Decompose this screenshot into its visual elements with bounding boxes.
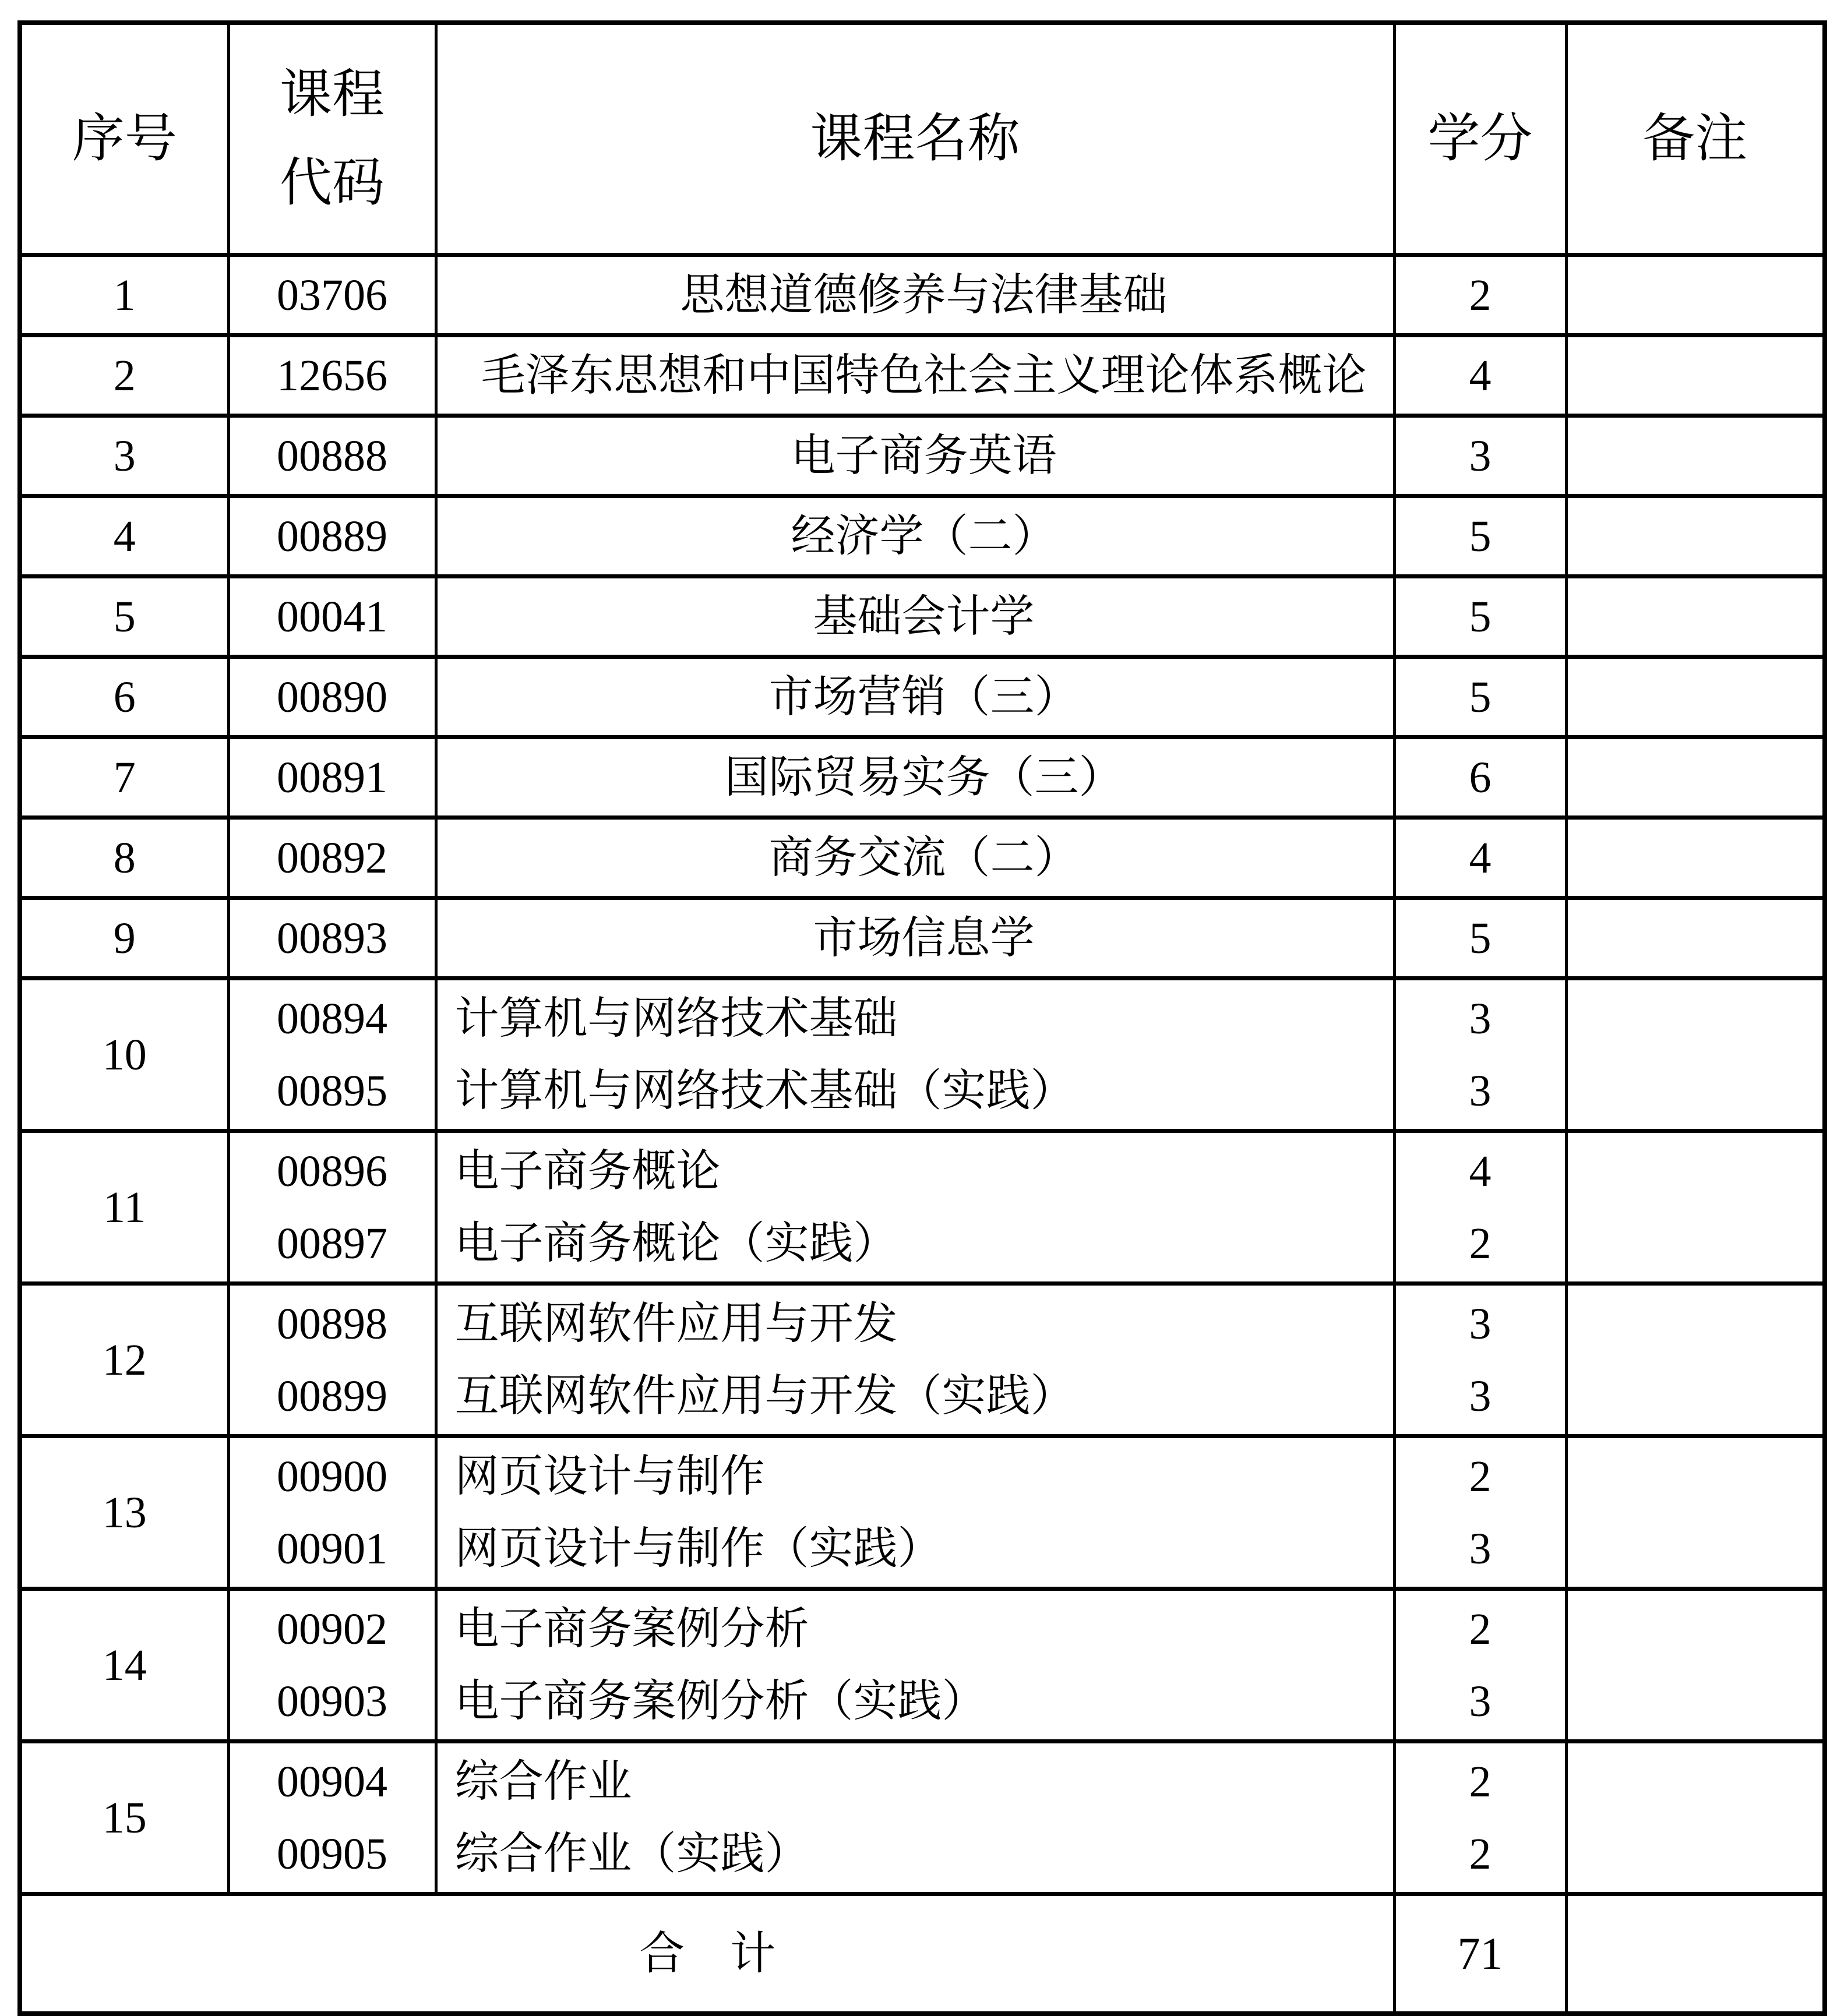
row-index: 9 <box>20 898 228 979</box>
remark-cell <box>1566 1894 1825 2014</box>
total-row <box>20 1894 1825 2014</box>
course-code: 00895 <box>277 1066 387 1115</box>
course-code-stack <box>228 1284 436 1436</box>
course-name-stack <box>436 1131 1394 1284</box>
credit-value: 5 <box>1394 657 1566 737</box>
header-col-index: 序号 <box>20 23 228 255</box>
course-name: 网页设计与制作 <box>454 1452 765 1501</box>
course-name: 思想道德修养与法律基础 <box>436 255 1394 336</box>
table-row <box>20 336 1825 416</box>
course-code: 00899 <box>277 1371 387 1421</box>
credit-value: 2 <box>1469 1829 1492 1879</box>
credit-value: 6 <box>1394 737 1566 818</box>
course-code: 00904 <box>277 1757 387 1806</box>
remark-cell <box>1566 577 1825 657</box>
course-code: 00896 <box>277 1146 387 1196</box>
credit-value: 4 <box>1469 1146 1492 1196</box>
table-row-group <box>20 1284 1825 1436</box>
remark-cell <box>1566 1436 1825 1589</box>
course-name: 电子商务案例分析（实践） <box>454 1676 986 1726</box>
table-row <box>20 496 1825 577</box>
credit-stack <box>1394 1589 1566 1742</box>
table-row <box>20 818 1825 898</box>
header-col-credit: 学分 <box>1394 23 1566 255</box>
row-index: 8 <box>20 818 228 898</box>
credit-value: 3 <box>1469 1299 1492 1348</box>
course-code: 03706 <box>228 255 436 336</box>
course-name: 市场营销（三） <box>436 657 1394 737</box>
course-code: 00900 <box>277 1452 387 1501</box>
row-index: 11 <box>20 1131 228 1284</box>
table-row <box>20 577 1825 657</box>
row-index: 2 <box>20 336 228 416</box>
course-code: 00898 <box>277 1299 387 1348</box>
credit-value: 3 <box>1469 994 1492 1043</box>
credit-stack <box>1394 1436 1566 1589</box>
course-name: 互联网软件应用与开发（实践） <box>454 1371 1075 1421</box>
course-code: 00903 <box>277 1676 387 1726</box>
course-name: 商务交流（二） <box>436 818 1394 898</box>
table-row-group <box>20 1742 1825 1894</box>
remark-cell <box>1566 818 1825 898</box>
table-row-group <box>20 1436 1825 1589</box>
remark-cell <box>1566 1589 1825 1742</box>
credit-value: 3 <box>1469 1066 1492 1115</box>
course-name: 基础会计学 <box>436 577 1394 657</box>
course-code-stack <box>228 1742 436 1894</box>
row-index: 1 <box>20 255 228 336</box>
course-code: 00891 <box>228 737 436 818</box>
row-index: 10 <box>20 979 228 1131</box>
remark-cell <box>1566 979 1825 1131</box>
header-col-code-line2: 代码 <box>280 154 385 212</box>
table-row-group <box>20 979 1825 1131</box>
remark-cell <box>1566 255 1825 336</box>
table-row-group <box>20 1131 1825 1284</box>
credit-value: 5 <box>1394 577 1566 657</box>
credit-value: 2 <box>1469 1757 1492 1806</box>
credit-value: 2 <box>1469 1604 1492 1654</box>
row-index: 15 <box>20 1742 228 1894</box>
course-code: 00041 <box>228 577 436 657</box>
credit-value: 2 <box>1469 1452 1492 1501</box>
course-code: 00889 <box>228 496 436 577</box>
course-name: 计算机与网络技术基础（实践） <box>454 1066 1075 1115</box>
course-code: 00892 <box>228 818 436 898</box>
row-index: 4 <box>20 496 228 577</box>
table-row-group <box>20 1589 1825 1742</box>
credit-value: 3 <box>1469 1524 1492 1573</box>
course-name: 国际贸易实务（三） <box>436 737 1394 818</box>
header-col-code-line1: 课程 <box>280 66 385 124</box>
course-code-stack <box>228 979 436 1131</box>
table-row <box>20 255 1825 336</box>
course-code: 00893 <box>228 898 436 979</box>
credit-stack <box>1394 1131 1566 1284</box>
course-code-stack <box>228 1436 436 1589</box>
course-credit-table <box>17 20 1827 2016</box>
course-name: 经济学（二） <box>436 496 1394 577</box>
table-row <box>20 416 1825 496</box>
row-index: 12 <box>20 1284 228 1436</box>
credit-value: 3 <box>1469 1676 1492 1726</box>
course-name-stack <box>436 1284 1394 1436</box>
course-code: 00902 <box>277 1604 387 1654</box>
course-code: 00897 <box>277 1219 387 1268</box>
credit-stack <box>1394 979 1566 1131</box>
row-index: 3 <box>20 416 228 496</box>
credit-stack <box>1394 1742 1566 1894</box>
remark-cell <box>1566 898 1825 979</box>
course-name: 市场信息学 <box>436 898 1394 979</box>
remark-cell <box>1566 657 1825 737</box>
credit-value: 5 <box>1394 898 1566 979</box>
table-header-row <box>20 23 1825 255</box>
course-name: 电子商务案例分析 <box>454 1604 809 1654</box>
table-row <box>20 737 1825 818</box>
course-code: 00905 <box>277 1829 387 1879</box>
course-name: 综合作业 <box>454 1757 632 1806</box>
header-col-code <box>228 23 436 255</box>
course-code-stack <box>228 1589 436 1742</box>
course-code: 00890 <box>228 657 436 737</box>
row-index: 13 <box>20 1436 228 1589</box>
course-name: 电子商务概论 <box>454 1146 721 1196</box>
course-name: 毛泽东思想和中国特色社会主义理论体系概论 <box>436 336 1394 416</box>
course-name: 互联网软件应用与开发 <box>454 1299 898 1348</box>
course-name: 电子商务英语 <box>436 416 1394 496</box>
credit-value: 3 <box>1394 416 1566 496</box>
remark-cell <box>1566 1742 1825 1894</box>
credit-value: 5 <box>1394 496 1566 577</box>
credit-value: 4 <box>1394 336 1566 416</box>
row-index: 6 <box>20 657 228 737</box>
row-index: 14 <box>20 1589 228 1742</box>
course-name: 综合作业（实践） <box>454 1829 809 1879</box>
course-code: 00888 <box>228 416 436 496</box>
total-credit: 71 <box>1394 1894 1566 2014</box>
table-row <box>20 898 1825 979</box>
row-index: 7 <box>20 737 228 818</box>
course-code-stack <box>228 1131 436 1284</box>
table-row <box>20 657 1825 737</box>
credit-value: 2 <box>1469 1219 1492 1268</box>
course-name: 计算机与网络技术基础 <box>454 994 898 1043</box>
credit-value: 3 <box>1469 1371 1492 1421</box>
credit-value: 2 <box>1394 255 1566 336</box>
course-name-stack <box>436 1436 1394 1589</box>
course-name: 网页设计与制作（实践） <box>454 1524 942 1573</box>
header-col-remark: 备注 <box>1566 23 1825 255</box>
remark-cell <box>1566 737 1825 818</box>
credit-stack <box>1394 1284 1566 1436</box>
course-name: 电子商务概论（实践） <box>454 1219 898 1268</box>
course-name-stack <box>436 979 1394 1131</box>
remark-cell <box>1566 496 1825 577</box>
course-code: 12656 <box>228 336 436 416</box>
total-label: 合 计 <box>20 1894 1394 2014</box>
course-code: 00894 <box>277 994 387 1043</box>
credit-value: 4 <box>1394 818 1566 898</box>
remark-cell <box>1566 1284 1825 1436</box>
course-name-stack <box>436 1742 1394 1894</box>
remark-cell <box>1566 416 1825 496</box>
row-index: 5 <box>20 577 228 657</box>
course-code: 00901 <box>277 1524 387 1573</box>
course-name-stack <box>436 1589 1394 1742</box>
header-col-name: 课程名称 <box>436 23 1394 255</box>
remark-cell <box>1566 1131 1825 1284</box>
remark-cell <box>1566 336 1825 416</box>
